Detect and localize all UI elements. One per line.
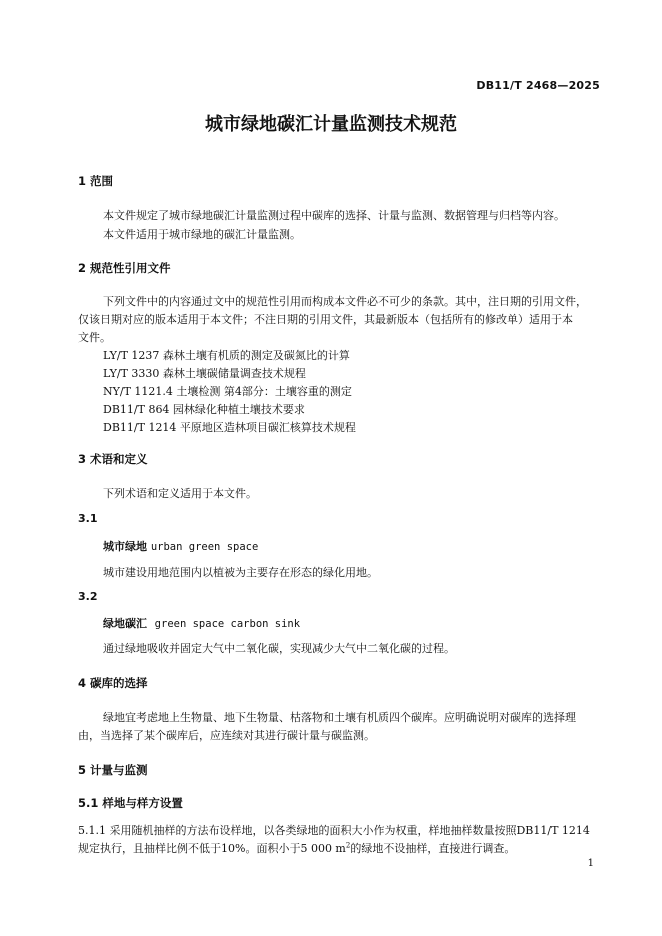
section-5-heading: 5 计量与监测 [78, 763, 148, 777]
section-3-heading: 3 术语和定义 [78, 452, 148, 466]
document-title: 城市绿地碳汇计量监测技术规范 [205, 114, 457, 135]
term-3-1-definition: 城市建设用地范围内以植被为主要存在形态的绿化用地。 [103, 566, 378, 579]
section-2-line-1: 下列文件中的内容通过文中的规范性引用而构成本文件必不可少的条款。其中，注日期的引用文件， [103, 295, 587, 308]
section-4-line-1: 绿地宜考虑地上生物量、地下生物量、枯落物和土壤有机质四个碳库。应明确说明对碳库的选择理 [103, 711, 576, 724]
term-3-1-number: 3.1 [78, 512, 98, 525]
section-5-1-heading: 5.1 样地与样方设置 [78, 796, 183, 810]
term-3-2-zh: 绿地碳汇 [103, 617, 147, 630]
section-3-intro: 下列术语和定义适用于本文件。 [103, 487, 257, 500]
section-4-heading: 4 碳库的选择 [78, 676, 148, 690]
standard-number: DB11/T 2468—2025 [476, 79, 600, 92]
term-3-2-en: green space carbon sink [154, 618, 301, 630]
section-4-line-2: 由，当选择了某个碳库后，应连续对其进行碳计量与碳监测。 [78, 729, 375, 742]
page-number: 1 [587, 858, 594, 869]
section-2-line-2: 仅该日期对应的版本适用于本文件；不注日期的引用文件，其最新版本（包括所有的修改单）适用于本 [78, 313, 573, 326]
reference-item: LY/T 3330 森林土壤碳储量调查技术规程 [103, 367, 306, 380]
clause-5-1-1-line-1: 5.1.1 采用随机抽样的方法布设样地，以各类绿地的面积大小作为权重，样地抽样数量按照DB11/T 1214 [78, 824, 590, 837]
clause-5-1-1-text-a: 规定执行，且抽样比例不低于10%。面积小于5 000 m [78, 842, 346, 855]
section-2-line-3: 文件。 [78, 331, 111, 344]
superscript-2: 2 [345, 841, 351, 850]
term-3-2-title [103, 615, 300, 631]
term-3-1-zh: 城市绿地 [103, 540, 147, 553]
reference-item: NY/T 1121.4 土壤检测 第4部分：土壤容重的测定 [103, 385, 352, 398]
term-3-2-definition: 通过绿地吸收并固定大气中二氧化碳，实现减少大气中二氧化碳的过程。 [103, 642, 455, 655]
reference-item: DB11/T 864 园林绿化种植土壤技术要求 [103, 403, 305, 416]
section-1-paragraph-2: 本文件适用于城市绿地的碳汇计量监测。 [103, 228, 301, 241]
term-3-1-title [103, 538, 258, 554]
term-3-1-en: urban green space [150, 541, 259, 553]
clause-5-1-1-text-b: 的绿地不设抽样，直接进行调查。 [350, 842, 516, 855]
section-1-heading: 1 范围 [78, 174, 114, 188]
reference-item: DB11/T 1214 平原地区造林项目碳汇核算技术规程 [103, 421, 356, 434]
section-1-paragraph-1: 本文件规定了城市绿地碳汇计量监测过程中碳库的选择、计量与监测、数据管理与归档等内容。 [103, 209, 565, 222]
clause-5-1-1-line-2 [78, 840, 515, 856]
section-2-heading: 2 规范性引用文件 [78, 261, 171, 275]
reference-item: LY/T 1237 森林土壤有机质的测定及碳氮比的计算 [103, 349, 350, 362]
term-3-2-number: 3.2 [78, 590, 98, 603]
